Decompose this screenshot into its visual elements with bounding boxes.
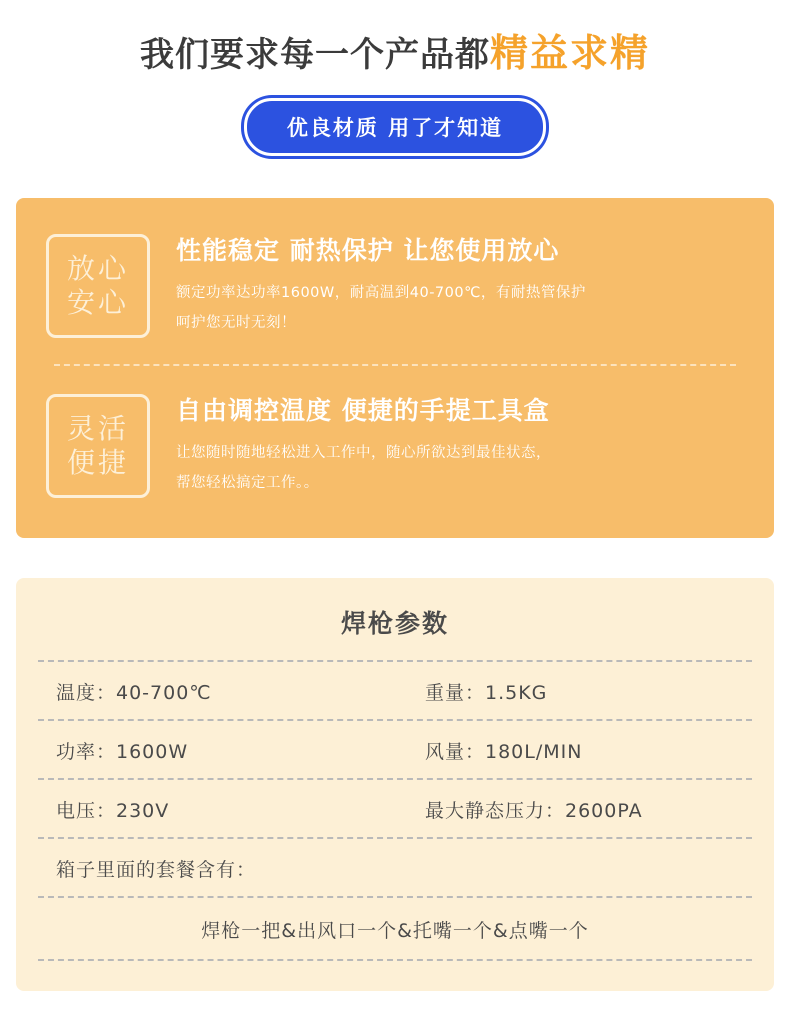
feature-description-line2: 帮您轻松搞定工作。。 (176, 475, 319, 491)
feature-description-line1: 额定功率达功率1600W，耐高温到40-700℃，有耐热管保护 (176, 285, 586, 301)
package-label: 箱子里面的套餐含有： (56, 859, 257, 881)
feature-description (176, 438, 551, 498)
feature-title: 性能稳定 耐热保护 让您使用放心 (176, 236, 560, 265)
feature-badge (46, 234, 150, 338)
feature-badge-line2: 便捷 (66, 446, 129, 479)
table-row (38, 662, 752, 719)
feature-text (176, 230, 586, 338)
feature-card (16, 198, 774, 538)
param-max-static-pressure: 最大静态压力：2600PA (425, 800, 643, 822)
param-airflow: 风量：180L/MIN (425, 741, 583, 763)
table-row (38, 721, 752, 778)
param-voltage: 电压：230V (56, 800, 170, 822)
feature-badge-line2: 安心 (66, 286, 129, 319)
subtitle-pill: 优良材质 用了才知道 (244, 98, 546, 156)
page-title-accent: 精益求精 (489, 31, 650, 75)
parameter-table-title: 焊枪参数 (340, 609, 449, 638)
table-divider (38, 959, 752, 961)
feature-badge (46, 394, 150, 498)
feature-text (176, 390, 551, 498)
feature-row (46, 230, 744, 338)
table-row (38, 780, 752, 837)
feature-title: 自由调控温度 便捷的手提工具盒 (176, 396, 550, 425)
package-contents: 焊枪一把&出风口一个&托嘴一个&点嘴一个 (201, 920, 589, 942)
subtitle-pill-wrap (0, 98, 790, 156)
feature-description-line1: 让您随时随地轻松进入工作中，随心所欲达到最佳状态， (176, 445, 551, 461)
feature-divider (54, 364, 736, 366)
page-title-lead: 我们要求每一个产品都 (139, 35, 490, 75)
feature-description (176, 278, 586, 338)
feature-row (46, 390, 744, 498)
page-title (0, 0, 790, 78)
feature-badge-line1: 灵活 (66, 412, 129, 445)
param-power: 功率：1600W (56, 741, 189, 763)
param-temperature: 温度：40-700℃ (56, 682, 212, 704)
param-weight: 重量：1.5KG (425, 682, 548, 704)
feature-badge-line1: 放心 (66, 252, 129, 285)
parameter-table-card (16, 578, 774, 991)
feature-description-line2: 呵护您无时无刻！ (176, 315, 296, 331)
